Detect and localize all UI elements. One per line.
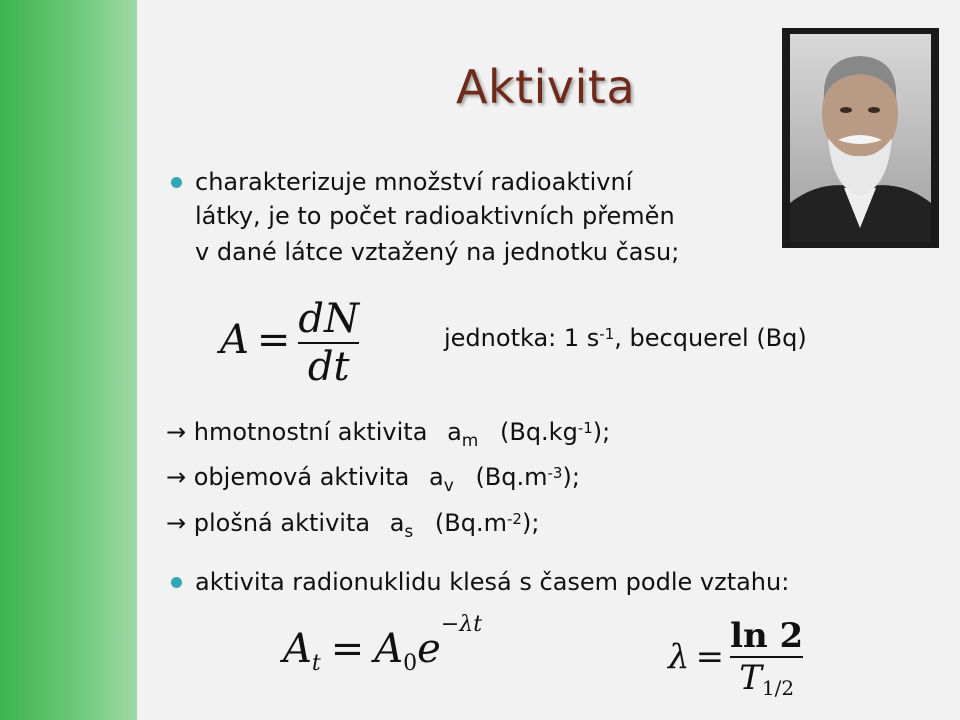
decay-lhs: A	[283, 626, 312, 672]
decay-e: e	[417, 626, 441, 672]
bullet1-line3: v dané látce vztažený na jednotku času;	[195, 238, 680, 266]
list-item-text: objemová aktivita	[193, 463, 410, 491]
lambda-fraction	[730, 616, 803, 698]
list-item-unit: (Bq.kg	[499, 418, 578, 446]
decay-a0-sub: 0	[403, 651, 418, 676]
list-item-sup: -1	[577, 419, 593, 437]
fraction-numerator: dN	[298, 296, 360, 342]
list-item-sup: -3	[547, 464, 563, 482]
list-item-symbol: a	[389, 509, 405, 537]
list-item-unit-end: );	[592, 418, 611, 446]
list-item-sub: v	[443, 476, 454, 496]
lambda-eq: =	[695, 637, 725, 677]
list-item-unit: (Bq.m	[434, 509, 507, 537]
fraction-denominator: dt	[307, 344, 350, 390]
list-item-text: hmotnostní aktivita	[193, 418, 428, 446]
decay-lhs-sub: t	[311, 651, 321, 676]
portrait-photo	[782, 28, 939, 248]
bullet2-text: aktivita radionuklidu klesá s časem podle vztahu:	[195, 568, 790, 596]
list-item-sup: -2	[507, 510, 522, 528]
formula-fraction	[298, 296, 359, 390]
lambda-den-symbol: T	[739, 658, 762, 698]
decay-a0: A	[374, 626, 404, 672]
arrow-icon: →	[166, 509, 187, 537]
bullet1-line2: látky, je to počet radioaktivních přeměn	[195, 202, 675, 230]
arrow-icon: →	[166, 463, 187, 491]
lambda-formula	[668, 616, 803, 698]
unit-prefix: jednotka: 1 s	[444, 324, 600, 352]
lambda-lhs: λ	[668, 637, 690, 677]
list-item-mass	[166, 416, 610, 452]
list-item-area	[166, 507, 539, 543]
bullet-dot	[171, 577, 182, 588]
list-item-volume	[166, 461, 580, 497]
list-item-unit-end: );	[562, 463, 580, 491]
arrow-icon: →	[166, 418, 187, 446]
list-item-symbol: a	[447, 418, 462, 446]
list-item-symbol: a	[429, 463, 444, 491]
decay-exponent: −λt	[440, 612, 483, 637]
list-item-sub: s	[404, 522, 414, 542]
list-item-text: plošná aktivita	[193, 509, 371, 537]
decay-eq: =	[330, 626, 365, 672]
formula-lhs: A	[220, 317, 249, 363]
list-item-unit-end: );	[521, 509, 540, 537]
side-stripe	[0, 0, 137, 720]
bullet1-line1: charakterizuje množství radioaktivní	[195, 168, 633, 196]
list-item-unit: (Bq.m	[475, 463, 548, 491]
unit-sup: -1	[599, 325, 615, 343]
bullet-dot	[171, 177, 182, 188]
unit-text	[444, 322, 807, 355]
formula-eq: =	[256, 317, 291, 363]
activity-formula	[220, 296, 359, 390]
list-item-sub: m	[461, 431, 479, 451]
lambda-den-sub: 1/2	[761, 676, 795, 700]
unit-suffix: , becquerel (Bq)	[614, 324, 807, 352]
lambda-numerator: ln 2	[730, 616, 804, 656]
slide-title: Aktivita	[456, 60, 636, 114]
lambda-denominator	[730, 658, 803, 698]
